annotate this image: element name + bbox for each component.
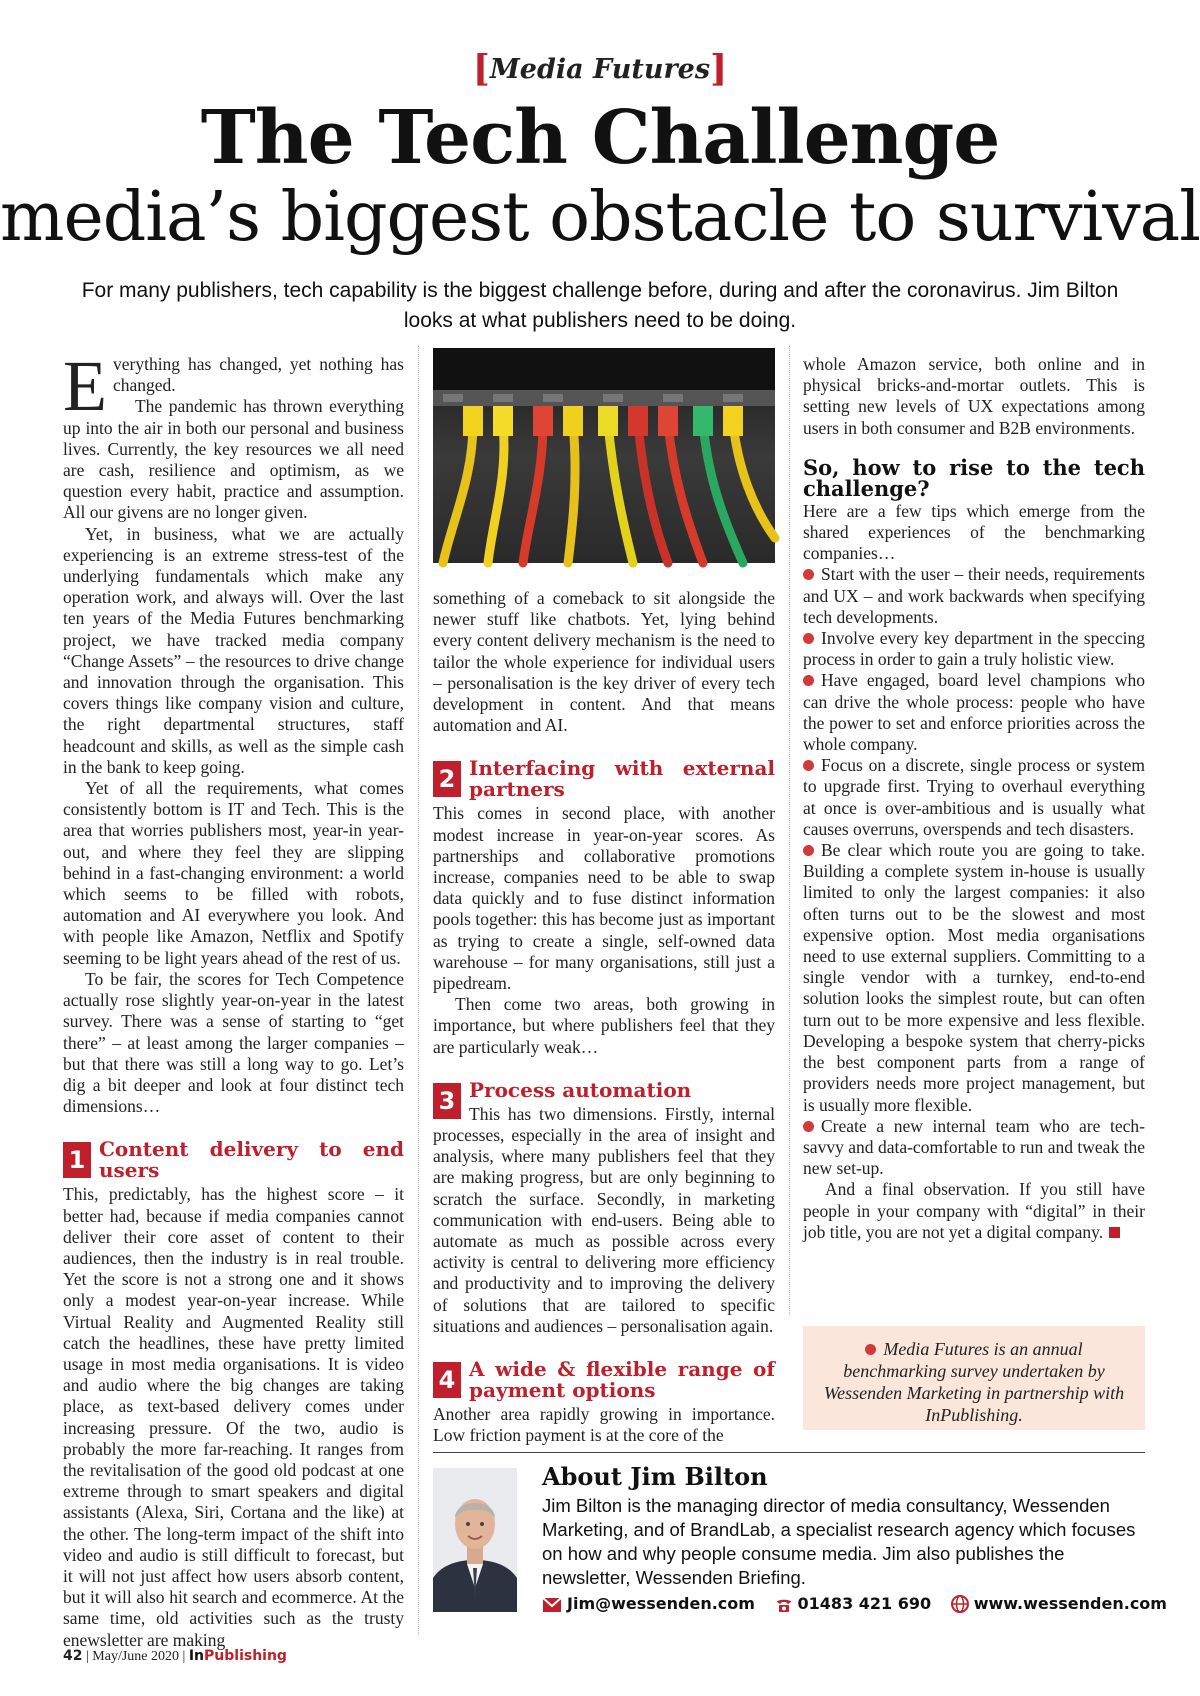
envelope-icon [542,1597,562,1613]
note-box [803,1326,1145,1430]
subheading: So, how to rise to the tech challenge? [803,454,1145,501]
closing-paragraph: And a final observation. If you still have people in your company with “digital” in their job title, you are not yet a digital company. [803,1179,1145,1242]
tip-item: Be clear which route you are going to take. Building a complete system in-house is usually limited to only the largest companies: it also often turns out to be the slowest and most expensive option. Most media organisations need to use external suppliers. Committing to a single vendor with a turnkey, end-to-end solution looks the simplest route, but can often turn out to be more expensive and less flexible. Developing a bespoke system that cherry-picks the best component parts from a range of providers needs more project management, but is usually more flexible. [803,840,1145,1115]
column-divider [418,345,419,1635]
tip-item: Involve every key department in the speccing process in order to gain a truly holistic view. [803,628,1145,670]
section-heading-2 [433,758,775,800]
bullet-icon [803,1121,814,1132]
body-paragraph: Yet, in business, what we are actually experiencing is an extreme stress-test of the underlying fundamentals which make any operation work, and always will. Over the last ten years of the Media Futures benchmarking project, we have tracked media company “Change Assets” – the resources to drive change and innovation through the organisation. This covers things like company vision and culture, the right departmental structures, staff headcount and skills, as well as the simple cash in the bank to keep going. [63,523,404,777]
body-paragraph: Yet of all the requirements, what comes consistently bottom is IT and Tech. This is the area that worries publishers most, year-in year-out, and where they feel they are slipping behind in a fast-changing environment: a world which seems to be filled with robots, automation and AI everywhere you look. And with people like Amazon, Netflix and Spotify seeming to be light years ahead of the rest of us. [63,778,404,968]
article-subtitle: media’s biggest obstacle to survival [0,178,1200,257]
kicker-text: Media Futures [489,54,711,85]
column-1 [63,346,404,1650]
contact-line [542,1594,1167,1613]
about-text: Jim Bilton is the managing director of media consultancy, Wessenden Marketing, and of BrandLab, a specialist research agency which focuses on how and why people consume media. Jim also publishes the newsletter, Wessenden Briefing. [542,1495,1136,1588]
tip-item: Create a new internal team who are tech-savvy and data-comfortable to run and tweak the new set-up. [803,1115,1145,1179]
section-heading-1 [63,1139,404,1181]
section-kicker: [Media Futures] [472,48,728,90]
intro-paragraph: Everything has changed, yet nothing has changed. [63,346,404,426]
section-number: 2 [433,761,461,797]
publication-name: InPublishing [188,1648,287,1664]
page-number: 42 [63,1648,83,1664]
body-paragraph: This, predictably, has the highest score – it better had, because if media companies cannot deliver their core asset of content to their audiences, then the industry is in real trouble. Yet the score is not a strong one and it shows only a modest year-on-year increase. While Virtual Reality and Augmented Reality still catch the headlines, these have pretty limited usage in most media organisations. It is video and audio where the big changes are taking place, as text-based delivery comes under increasing pressure. Of the two, audio is probably the more far-reaching. It ranges from the revitalisation of the good old podcast at one extreme through to smart speakers and digital assistants (Alexa, Siri, Cortana and the like) at the other. The long-term impact of the shift into video and audio is still difficult to forecast, but it will not just affect how users absorb content, but it will also hit search and ecommerce. At the same time, old activities such as the trusty enewsletter are making [63,1184,404,1650]
page-footer: 42 | May/June 2020 | InPublishing [63,1648,287,1664]
drop-cap: E [63,346,107,426]
section-number: 4 [433,1362,461,1398]
section-number: 3 [433,1083,461,1119]
body-paragraph: something of a comeback to sit alongside the newer stuff like chatbots. Yet, lying behind every content delivery mechanism is the need to tailor the whole experience for individual users – personalisation is the key driver of every tech development in content. And that means automation and AI. [433,588,775,736]
column-3 [803,354,1145,1314]
bullet-icon [865,1344,876,1355]
website-link[interactable]: www.wessenden.com [951,1594,1167,1613]
section-title: Interfacing with external partners [469,756,775,802]
note-text: Media Futures is an annual benchmarking survey undertaken by Wessenden Marketing in partnership with InPublishing. [823,1339,1125,1425]
body-paragraph: This comes in second place, with another modest increase in year-on-year scores. As partnerships and collaborative promotions increase, companies need to be able to swap data quickly and to fuse distinct information pools together: this has become just as important as trying to create a single, self-owned data warehouse – for many organisations, still just a pipedream. [433,803,775,994]
standfirst: For many publishers, tech capability is the biggest challenge before, during and after the coronavirus. Jim Bilton looks at what publishers need to be doing. [81,279,1119,332]
globe-icon [951,1595,969,1613]
section-title: Process automation [469,1077,692,1102]
section-heading-4 [433,1359,775,1401]
phone-link[interactable]: 01483 421 690 [775,1594,932,1613]
body-paragraph: Here are a few tips which emerge from the shared experiences of the benchmarking companies… [803,500,1145,564]
end-mark-icon [1109,1227,1120,1238]
body-paragraph: This has two dimensions. Firstly, internal processes, especially in the area of insight and analysis, where many publishers feel that they are making progress, but are only beginning to scratch the surface. Secondly, in marketing communication with end-users. Being able to automate as much as possible across every activity is central to delivering more efficiency and productivity and to improving the delivery of solutions that are tailored to specific situations and audiences – personalisation again. [433,1103,775,1336]
section-title: A wide & flexible range of payment options [469,1357,775,1403]
section-title: Content delivery to end users [99,1137,404,1183]
body-paragraph: Then come two areas, both growing in importance, but where publishers feel that they are particularly weak… [433,994,775,1057]
bullet-icon [803,675,814,686]
bullet-icon [803,760,814,771]
phone-icon [775,1597,793,1613]
body-paragraph: Another area rapidly growing in importance. Low friction payment is at the core of the [433,1404,775,1446]
tip-item: Start with the user – their needs, requirements and UX – and work backwards when specifying tech developments. [803,564,1145,627]
body-paragraph: The pandemic has thrown everything up into the air in both our personal and business lives. Currently, the key resources we all need are cash, resilience and optimism, as we question every habit, practice and assumption. All our givens are no longer given. [63,396,404,523]
body-paragraph: whole Amazon service, both online and in physical bricks-and-mortar outlets. This is setting new levels of UX expectations among users in both consumer and B2B environments. [803,354,1145,438]
bullet-icon [803,569,814,580]
section-heading-3 [433,1077,775,1115]
article-title: The Tech Challenge [200,95,1000,181]
tip-item: Have engaged, board level champions who can drive the whole process: people who have the power to set and enforce priorities across the whole company. [803,670,1145,755]
about-divider [433,1452,1145,1453]
column-divider [789,345,790,1315]
author-photo [433,1468,517,1612]
tip-item: Focus on a discrete, single process or system to upgrade first. Trying to overhaul everything at once is over-ambitious and is usually what causes overruns, overspends and tech disasters. [803,755,1145,839]
bullet-icon [803,845,814,856]
bullet-icon [803,633,814,644]
section-number: 1 [63,1142,91,1178]
about-title: About Jim Bilton [542,1462,768,1491]
network-cables-photo [433,348,775,563]
body-paragraph: To be fair, the scores for Tech Competence actually rose slightly year-on-year in the latest survey. There was a sense of starting to “get there” – at least among the larger companies – but that there was still a long way to go. Let’s dig a bit deeper and look at four distinct tech dimensions… [63,968,404,1117]
email-link[interactable]: Jim@wessenden.com [542,1594,755,1613]
issue-date: May/June 2020 [92,1649,180,1664]
